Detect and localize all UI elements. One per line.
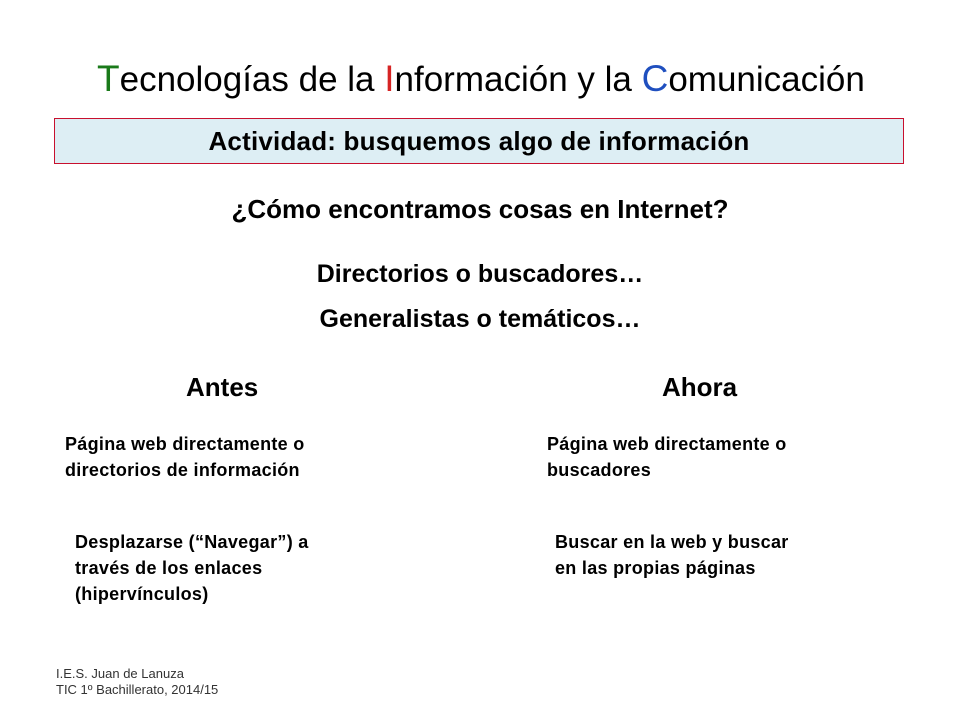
title-initial-t: T	[97, 58, 120, 99]
antes-item-2-line-3: (hipervínculos)	[75, 584, 209, 604]
title-initial-c: C	[641, 58, 669, 99]
antes-heading: Antes	[186, 372, 259, 402]
main-question: ¿Cómo encontramos cosas en Internet?	[231, 194, 729, 224]
title-initial-i: I	[384, 58, 395, 99]
title-segment: omunicación	[668, 60, 865, 99]
antes-item-1	[65, 431, 405, 483]
activity-banner: Actividad: busquemos algo de información	[54, 118, 904, 164]
antes-item-2	[75, 529, 415, 607]
footer-school: I.E.S. Juan de Lanuza	[56, 666, 184, 681]
subtitle-line-1: Directorios o buscadores…	[316, 260, 644, 288]
ahora-item-1-line-1: Página web directamente o	[547, 434, 787, 454]
title-segment: ecnologías de la	[119, 60, 385, 99]
antes-item-1-line-2: directorios de información	[65, 460, 300, 480]
ahora-item-2-line-2: en las propias páginas	[555, 558, 756, 578]
ahora-item-1-line-2: buscadores	[547, 460, 652, 480]
subtitle-line-2: Generalistas o temáticos…	[319, 305, 641, 333]
ahora-item-2-line-1: Buscar en la web y buscar	[555, 532, 789, 552]
slide-footer	[56, 666, 218, 698]
footer-course: TIC 1º Bachillerato, 2014/15	[56, 682, 219, 697]
antes-item-2-line-2: través de los enlaces	[75, 558, 263, 578]
ahora-item-1	[547, 431, 887, 483]
antes-item-2-line-1: Desplazarse (“Navegar”) a	[75, 532, 309, 552]
title-segment: nformación y la	[394, 60, 642, 99]
ahora-item-2	[555, 529, 895, 581]
antes-item-1-line-1: Página web directamente o	[65, 434, 305, 454]
ahora-heading: Ahora	[662, 372, 738, 402]
slide-title	[97, 58, 865, 101]
